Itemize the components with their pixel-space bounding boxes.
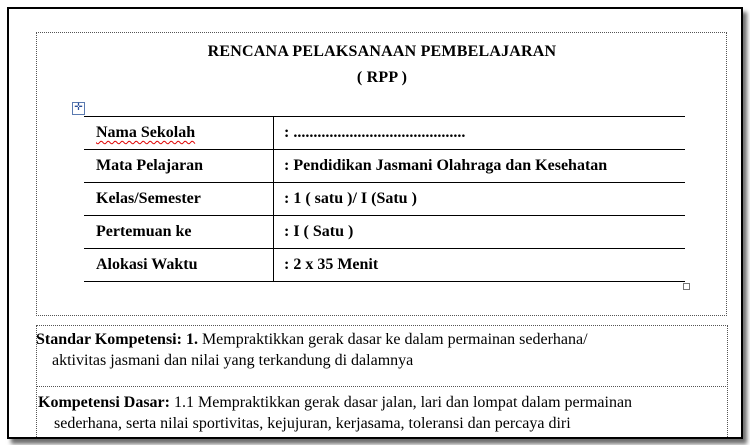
table-row xyxy=(84,183,685,216)
table-row xyxy=(84,150,685,183)
standar-kompetensi-line1: Mempraktikkan gerak dasar ke dalam permainan sederhana/ xyxy=(197,331,588,348)
kompetensi-dasar-line2: sederhana, serta nilai sportivitas, kejujuran, kerjasama, toleransi dan percaya diri xyxy=(54,415,571,432)
row-value-alokasi-waktu: : 2 x 35 Menit xyxy=(274,249,686,282)
row-label-kelas-semester: Kelas/Semester xyxy=(84,183,274,216)
table-row xyxy=(84,249,685,282)
move-cross-icon[interactable]: ✛ xyxy=(72,102,85,115)
document-page xyxy=(7,7,743,439)
row-label-nama-sekolah: Nama Sekolah xyxy=(84,117,274,150)
standar-kompetensi-label: Standar Kompetensi: xyxy=(36,331,182,348)
document-subtitle: ( RPP ) xyxy=(356,69,408,86)
row-value-pertemuan: : I ( Satu ) xyxy=(274,216,686,249)
kompetensi-dasar-line1: 1.1 Mempraktikkan gerak dasar jalan, lari dan lompat dalam permainan xyxy=(169,394,633,411)
row-value-kelas-semester: : 1 ( satu )/ I (Satu ) xyxy=(274,183,686,216)
kompetensi-dasar-label: Kompetensi Dasar: xyxy=(38,394,170,411)
row-label-mata-pelajaran: Mata Pelajaran xyxy=(84,150,274,183)
info-table xyxy=(84,116,685,282)
row-value-nama-sekolah: : ........................................... xyxy=(274,117,686,150)
standar-kompetensi-line2: aktivitas jasmani dan nilai yang terkandung di dalamnya xyxy=(52,352,414,369)
document-title: RENCANA PELAKSANAAN PEMBELAJARAN xyxy=(207,43,557,60)
section-divider xyxy=(36,386,728,387)
row-label-pertemuan: Pertemuan ke xyxy=(84,216,274,249)
standar-kompetensi-paragraph xyxy=(36,329,726,371)
table-resize-handle[interactable] xyxy=(683,283,690,290)
section-divider xyxy=(36,325,728,326)
table-row xyxy=(84,216,685,249)
kompetensi-dasar-paragraph xyxy=(38,392,728,434)
table-row xyxy=(84,117,685,150)
row-value-mata-pelajaran: : Pendidikan Jasmani Olahraga dan Kesehatan xyxy=(274,150,686,183)
row-label-alokasi-waktu: Alokasi Waktu xyxy=(84,249,274,282)
standar-kompetensi-number: 1. xyxy=(185,331,198,348)
